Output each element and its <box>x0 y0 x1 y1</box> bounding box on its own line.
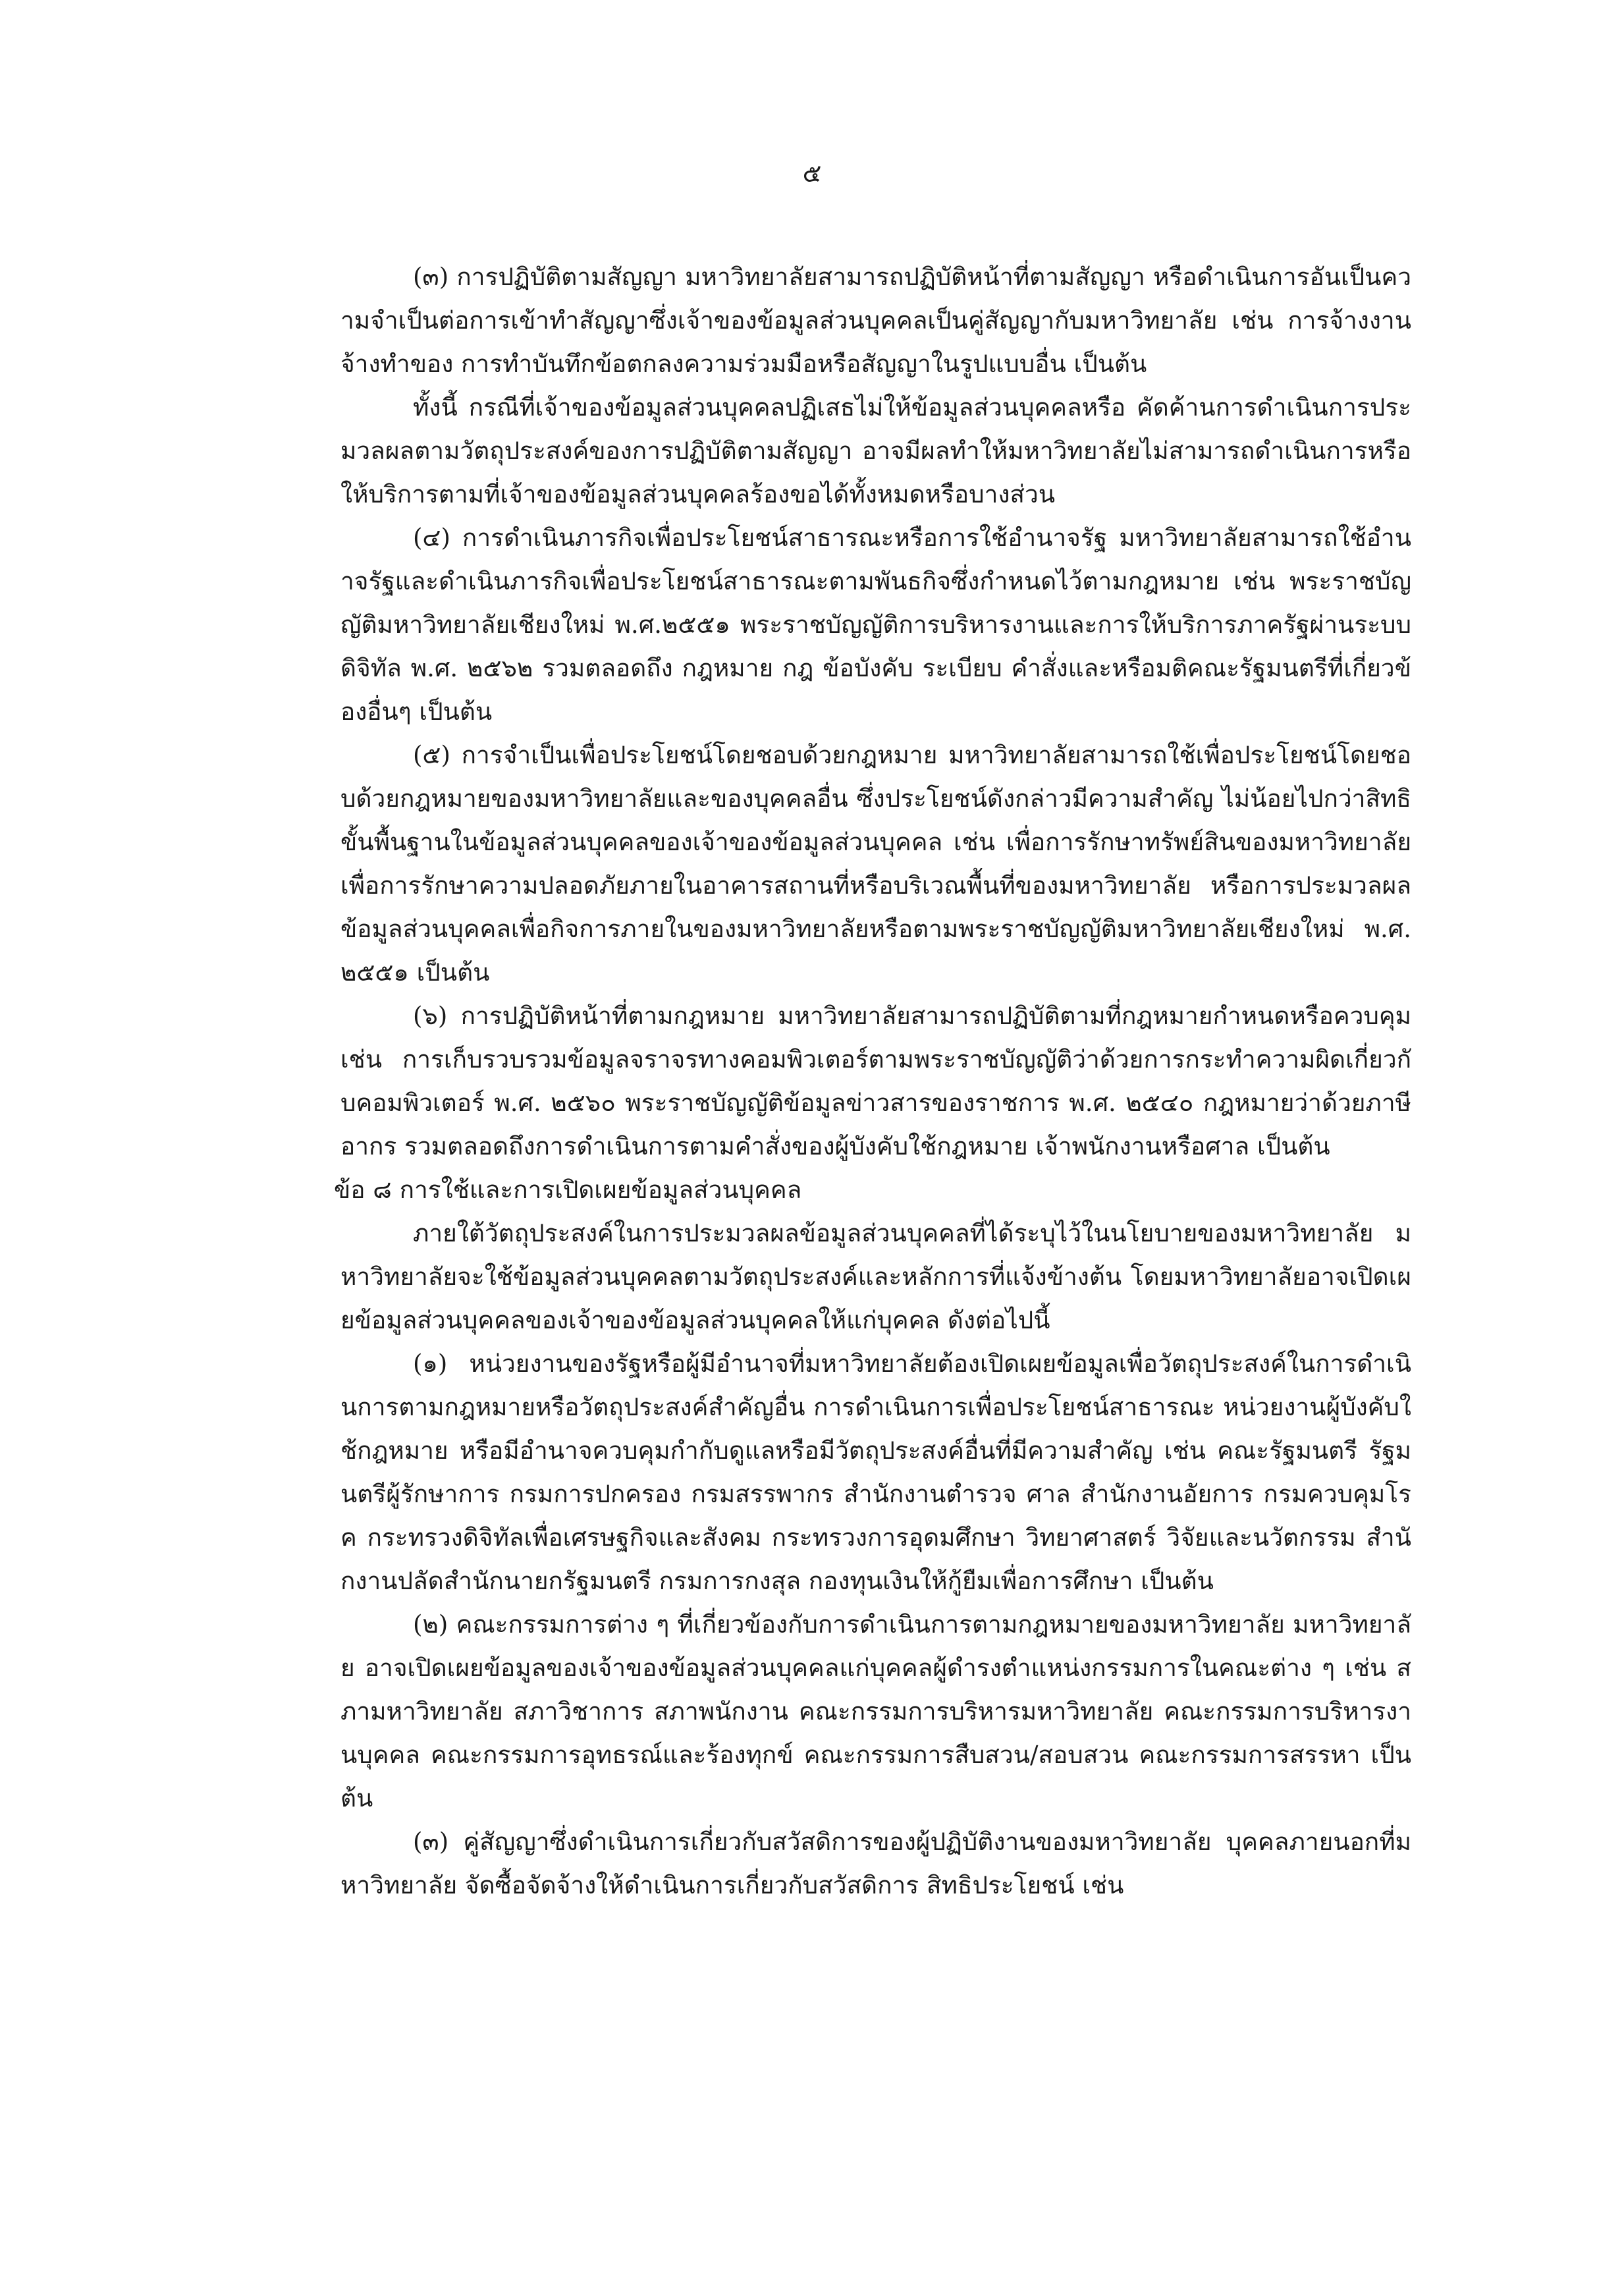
paragraph-disclosure-contractors: (๓) คู่สัญญาซึ่งดำเนินการเกี่ยวกับสวัสดิการของผู้ปฏิบัติงานของมหาวิทยาลัย บุคคลภายนอกที่มหาวิทยาลัย จัดซื้อจัดจ้างให้ดำเนินการเกี่ยวกับสวัสดิการ สิทธิประโยชน์ เช่น <box>340 1828 1411 1899</box>
page-number: ๕ <box>802 159 822 188</box>
paragraph-public-task: (๔) การดำเนินภารกิจเพื่อประโยชน์สาธารณะหรือการใช้อำนาจรัฐ มหาวิทยาลัยสามารถใช้อำนาจรัฐและดำเนินภารกิจเพื่อประโยชน์สาธารณะตามพันธกิจซึ่งกำหนดไว้ตามกฎหมาย เช่น พระราชบัญญัติมหาวิทยาลัยเชียงใหม่ พ.ศ.๒๕๕๑ พระราชบัญญัติการบริหารงานและการให้บริการภาครัฐผ่านระบบดิจิทัล พ.ศ. ๒๕๖๒ รวมตลอดถึง กฎหมาย กฎ ข้อบังคับ ระเบียบ คำสั่งและหรือมติคณะรัฐมนตรีที่เกี่ยวข้องอื่นๆ เป็นต้น <box>340 524 1411 726</box>
paragraph-contract-refusal-note: ทั้งนี้ กรณีที่เจ้าของข้อมูลส่วนบุคคลปฏิเสธไม่ให้ข้อมูลส่วนบุคคลหรือ คัดค้านการดำเนินการประมวลผลตามวัตถุประสงค์ของการปฏิบัติตามสัญญา อาจมีผลทำให้มหาวิทยาลัยไม่สามารถดำเนินการหรือให้บริการตามที่เจ้าของข้อมูลส่วนบุคคลร้องขอได้ทั้งหมดหรือบางส่วน <box>340 393 1411 508</box>
clause-8-heading: ข้อ ๘ การใช้และการเปิดเผยข้อมูลส่วนบุคคล <box>334 1176 802 1204</box>
paragraph-legal-obligation: (๖) การปฏิบัติหน้าที่ตามกฎหมาย มหาวิทยาลัยสามารถปฏิบัติตามที่กฎหมายกำหนดหรือควบคุม เช่น การเก็บรวบรวมข้อมูลจราจรทางคอมพิวเตอร์ตามพระราชบัญญัติว่าด้วยการกระทำความผิดเกี่ยวกับคอมพิวเตอร์ พ.ศ. ๒๕๖๐ พระราชบัญญัติข้อมูลข่าวสารของราชการ พ.ศ. ๒๕๔๐ กฎหมายว่าด้วยภาษีอากร รวมตลอดถึงการดำเนินการตามคำสั่งของผู้บังคับใช้กฎหมาย เจ้าพนักงานหรือศาล เป็นต้น <box>340 1002 1411 1160</box>
paragraph-legitimate-interest: (๕) การจำเป็นเพื่อประโยชน์โดยชอบด้วยกฎหมาย มหาวิทยาลัยสามารถใช้เพื่อประโยชน์โดยชอบด้วยกฎหมายของมหาวิทยาลัยและของบุคคลอื่น ซึ่งประโยชน์ดังกล่าวมีความสำคัญ ไม่น้อยไปกว่าสิทธิขั้นพื้นฐานในข้อมูลส่วนบุคคลของเจ้าของข้อมูลส่วนบุคคล เช่น เพื่อการรักษาทรัพย์สินของมหาวิทยาลัย เพื่อการรักษาความปลอดภัยภายในอาคารสถานที่หรือบริเวณพื้นที่ของมหาวิทยาลัย หรือการประมวลผลข้อมูลส่วนบุคคลเพื่อกิจการภายในของมหาวิทยาลัยหรือตามพระราชบัญญัติมหาวิทยาลัยเชียงใหม่ พ.ศ.๒๕๕๑ เป็นต้น <box>340 741 1411 987</box>
document-body <box>334 256 1411 1907</box>
paragraph-clause-8-intro: ภายใต้วัตถุประสงค์ในการประมวลผลข้อมูลส่วนบุคคลที่ได้ระบุไว้ในนโยบายของมหาวิทยาลัย มหาวิทยาลัยจะใช้ข้อมูลส่วนบุคคลตามวัตถุประสงค์และหลักการที่แจ้งข้างต้น โดยมหาวิทยาลัยอาจเปิดเผยข้อมูลส่วนบุคคลของเจ้าของข้อมูลส่วนบุคคลให้แก่บุคคล ดังต่อไปนี้ <box>340 1219 1411 1334</box>
paragraph-disclosure-committees: (๒) คณะกรรมการต่าง ๆ ที่เกี่ยวข้องกับการดำเนินการตามกฎหมายของมหาวิทยาลัย มหาวิทยาลัย อาจเปิดเผยข้อมูลของเจ้าของข้อมูลส่วนบุคคลแก่บุคคลผู้ดำรงตำแหน่งกรรมการในคณะต่าง ๆ เช่น สภามหาวิทยาลัย สภาวิชาการ สภาพนักงาน คณะกรรมการบริหารมหาวิทยาลัย คณะกรรมการบริหารงานบุคคล คณะกรรมการอุทธรณ์และร้องทุกข์ คณะกรรมการสืบสวน/สอบสวน คณะกรรมการสรรหา เป็นต้น <box>340 1610 1411 1812</box>
paragraph-disclosure-government-agencies: (๑) หน่วยงานของรัฐหรือผู้มีอำนาจที่มหาวิทยาลัยต้องเปิดเผยข้อมูลเพื่อวัตถุประสงค์ในการดำเนินการตามกฎหมายหรือวัตถุประสงค์สำคัญอื่น การดำเนินการเพื่อประโยชน์สาธารณะ หน่วยงานผู้บังคับใช้กฎหมาย หรือมีอำนาจควบคุมกำกับดูแลหรือมีวัตถุประสงค์อื่นที่มีความสำคัญ เช่น คณะรัฐมนตรี รัฐมนตรีผู้รักษาการ กรมการปกครอง กรมสรรพากร สำนักงานตำรวจ ศาล สำนักงานอัยการ กรมควบคุมโรค กระทรวงดิจิทัลเพื่อเศรษฐกิจและสังคม กระทรวงการอุดมศึกษา วิทยาศาสตร์ วิจัยและนวัตกรรม สำนักงานปลัดสำนักนายกรัฐมนตรี กรมการกงสุล กองทุนเงินให้กู้ยืมเพื่อการศึกษา เป็นต้น <box>340 1349 1411 1595</box>
paragraph-contract-performance: (๓) การปฏิบัติตามสัญญา มหาวิทยาลัยสามารถปฏิบัติหน้าที่ตามสัญญา หรือดำเนินการอันเป็นความจำเป็นต่อการเข้าทำสัญญาซึ่งเจ้าของข้อมูลส่วนบุคคลเป็นคู่สัญญากับมหาวิทยาลัย เช่น การจ้างงาน จ้างทำของ การทำบันทึกข้อตกลงความร่วมมือหรือสัญญาในรูปแบบอื่น เป็นต้น <box>340 263 1411 378</box>
